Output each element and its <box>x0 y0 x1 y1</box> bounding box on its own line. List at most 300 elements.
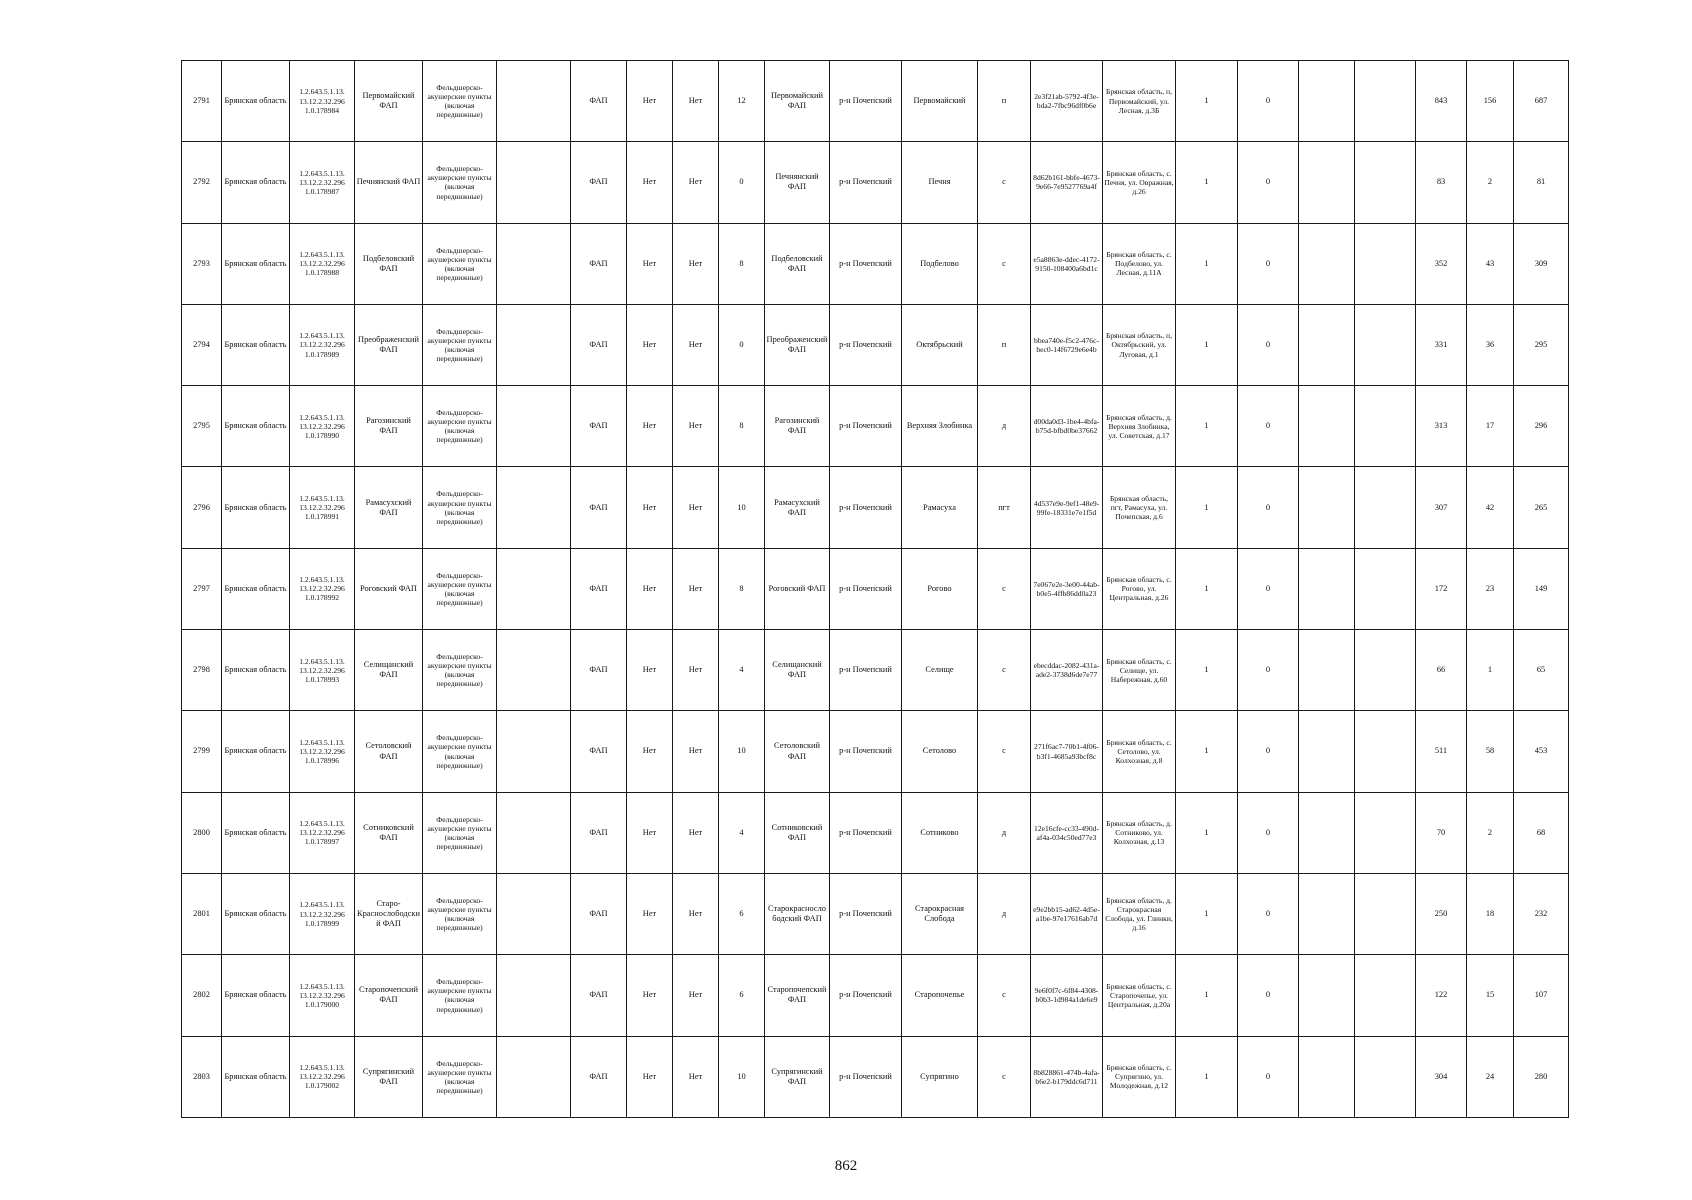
cell-empty1 <box>497 1036 571 1117</box>
cell-oid: 1.2.643.5.1.13. 13.12.2.32.296 1.0.178992 <box>290 548 355 629</box>
cell-total: 313 <box>1416 386 1467 467</box>
cell-address: Брянская область, с. Печня, ул. Овражная, д.26 <box>1103 142 1176 223</box>
cell-stype: д <box>978 873 1031 954</box>
registry-table <box>181 60 1569 1118</box>
cell-count: 6 <box>719 955 765 1036</box>
cell-empty3 <box>1355 61 1416 142</box>
cell-stype: п <box>978 61 1031 142</box>
cell-settlement: Рамасуха <box>902 467 978 548</box>
cell-adults: 68 <box>1514 792 1569 873</box>
cell-empty2 <box>1299 548 1355 629</box>
cell-count: 0 <box>719 142 765 223</box>
cell-type_short: ФАП <box>571 467 627 548</box>
table-row <box>182 711 1569 792</box>
cell-guid: 8b828861-474b-4afa-b6e2-b179ddc6d711 <box>1031 1036 1103 1117</box>
cell-total: 352 <box>1416 223 1467 304</box>
cell-empty3 <box>1355 792 1416 873</box>
cell-empty2 <box>1299 792 1355 873</box>
cell-f2: Нет <box>673 142 719 223</box>
cell-address: Брянская область, с. Рогово, ул. Центральная, д.26 <box>1103 548 1176 629</box>
cell-type: Фельдшерско-акушерские пункты (включая передвижные) <box>423 142 497 223</box>
cell-oid: 1.2.643.5.1.13. 13.12.2.32.296 1.0.178996 <box>290 711 355 792</box>
cell-district: р-н Почепский <box>830 467 902 548</box>
cell-total: 304 <box>1416 1036 1467 1117</box>
cell-adults: 295 <box>1514 304 1569 385</box>
cell-count: 0 <box>719 304 765 385</box>
cell-no: 2792 <box>182 142 222 223</box>
cell-no: 2791 <box>182 61 222 142</box>
cell-children: 36 <box>1467 304 1514 385</box>
cell-type_short: ФАП <box>571 142 627 223</box>
cell-v1: 1 <box>1176 711 1238 792</box>
cell-obj_name: Сетоловский ФАП <box>765 711 830 792</box>
cell-district: р-н Почепский <box>830 142 902 223</box>
cell-name: Старопочепский ФАП <box>355 955 423 1036</box>
cell-f2: Нет <box>673 548 719 629</box>
cell-f2: Нет <box>673 223 719 304</box>
cell-empty1 <box>497 955 571 1036</box>
cell-f1: Нет <box>627 142 673 223</box>
cell-count: 8 <box>719 548 765 629</box>
cell-f1: Нет <box>627 304 673 385</box>
cell-obj_name: Рагозинский ФАП <box>765 386 830 467</box>
cell-v1: 1 <box>1176 304 1238 385</box>
cell-type_short: ФАП <box>571 304 627 385</box>
cell-total: 83 <box>1416 142 1467 223</box>
cell-total: 250 <box>1416 873 1467 954</box>
cell-region: Брянская область <box>222 386 290 467</box>
cell-guid: e9e2bb15-ad62-4d5e-a1be-97e17616ab7d <box>1031 873 1103 954</box>
cell-v2: 0 <box>1238 955 1299 1036</box>
cell-type: Фельдшерско-акушерские пункты (включая передвижные) <box>423 792 497 873</box>
cell-total: 843 <box>1416 61 1467 142</box>
cell-settlement: Подбелово <box>902 223 978 304</box>
cell-count: 10 <box>719 1036 765 1117</box>
cell-children: 42 <box>1467 467 1514 548</box>
table-row <box>182 1036 1569 1117</box>
cell-children: 17 <box>1467 386 1514 467</box>
cell-v2: 0 <box>1238 711 1299 792</box>
table-row <box>182 467 1569 548</box>
cell-adults: 81 <box>1514 142 1569 223</box>
cell-district: р-н Почепский <box>830 792 902 873</box>
cell-count: 4 <box>719 792 765 873</box>
cell-name: Селищанский ФАП <box>355 630 423 711</box>
cell-name: Роговский ФАП <box>355 548 423 629</box>
cell-oid: 1.2.643.5.1.13. 13.12.2.32.296 1.0.178987 <box>290 142 355 223</box>
cell-settlement: Старокрасная Слобода <box>902 873 978 954</box>
cell-name: Печнянский ФАП <box>355 142 423 223</box>
cell-empty3 <box>1355 630 1416 711</box>
cell-empty3 <box>1355 386 1416 467</box>
cell-f1: Нет <box>627 630 673 711</box>
cell-no: 2797 <box>182 548 222 629</box>
cell-f2: Нет <box>673 386 719 467</box>
cell-settlement: Сотниково <box>902 792 978 873</box>
cell-v1: 1 <box>1176 630 1238 711</box>
cell-f1: Нет <box>627 873 673 954</box>
cell-name: Сетоловский ФАП <box>355 711 423 792</box>
cell-guid: d00da0d3-1be4-4bfa-b75d-bfbd0be37662 <box>1031 386 1103 467</box>
cell-oid: 1.2.643.5.1.13. 13.12.2.32.296 1.0.178991 <box>290 467 355 548</box>
cell-district: р-н Почепский <box>830 711 902 792</box>
cell-settlement: Селище <box>902 630 978 711</box>
cell-name: Супрягинский ФАП <box>355 1036 423 1117</box>
cell-empty2 <box>1299 223 1355 304</box>
cell-total: 70 <box>1416 792 1467 873</box>
cell-empty3 <box>1355 548 1416 629</box>
cell-guid: 9e6f0f7c-6f84-4308-b0b3-1d984a1de6e9 <box>1031 955 1103 1036</box>
cell-no: 2800 <box>182 792 222 873</box>
cell-v1: 1 <box>1176 548 1238 629</box>
cell-oid: 1.2.643.5.1.13. 13.12.2.32.296 1.0.178997 <box>290 792 355 873</box>
cell-total: 511 <box>1416 711 1467 792</box>
cell-v2: 0 <box>1238 1036 1299 1117</box>
cell-name: Рамасухский ФАП <box>355 467 423 548</box>
cell-type: Фельдшерско-акушерские пункты (включая передвижные) <box>423 304 497 385</box>
cell-empty3 <box>1355 304 1416 385</box>
cell-f1: Нет <box>627 711 673 792</box>
cell-empty2 <box>1299 630 1355 711</box>
cell-empty1 <box>497 548 571 629</box>
cell-settlement: Верхняя Злобинка <box>902 386 978 467</box>
cell-guid: ebecddac-2082-431a-ade2-3738d6de7e77 <box>1031 630 1103 711</box>
cell-f2: Нет <box>673 467 719 548</box>
cell-address: Брянская область, д. Старокрасная Слобода, ул. Глинки, д.16 <box>1103 873 1176 954</box>
cell-v2: 0 <box>1238 548 1299 629</box>
cell-empty1 <box>497 873 571 954</box>
cell-total: 307 <box>1416 467 1467 548</box>
cell-type: Фельдшерско-акушерские пункты (включая передвижные) <box>423 386 497 467</box>
cell-district: р-н Почепский <box>830 386 902 467</box>
cell-name: Подбеловский ФАП <box>355 223 423 304</box>
cell-district: р-н Почепский <box>830 548 902 629</box>
cell-v1: 1 <box>1176 61 1238 142</box>
cell-type: Фельдшерско-акушерские пункты (включая передвижные) <box>423 630 497 711</box>
cell-v1: 1 <box>1176 955 1238 1036</box>
cell-obj_name: Первомайский ФАП <box>765 61 830 142</box>
cell-empty2 <box>1299 711 1355 792</box>
cell-empty3 <box>1355 873 1416 954</box>
cell-obj_name: Супрягинский ФАП <box>765 1036 830 1117</box>
cell-stype: с <box>978 548 1031 629</box>
cell-name: Рагозинский ФАП <box>355 386 423 467</box>
cell-type: Фельдшерско-акушерские пункты (включая передвижные) <box>423 61 497 142</box>
cell-address: Брянская область, с. Супрягино, ул. Молодежная, д.12 <box>1103 1036 1176 1117</box>
cell-name: Преображенский ФАП <box>355 304 423 385</box>
cell-stype: д <box>978 386 1031 467</box>
cell-region: Брянская область <box>222 61 290 142</box>
cell-no: 2802 <box>182 955 222 1036</box>
cell-v2: 0 <box>1238 467 1299 548</box>
cell-children: 24 <box>1467 1036 1514 1117</box>
cell-v2: 0 <box>1238 386 1299 467</box>
cell-children: 58 <box>1467 711 1514 792</box>
cell-district: р-н Почепский <box>830 61 902 142</box>
cell-v2: 0 <box>1238 630 1299 711</box>
cell-empty2 <box>1299 304 1355 385</box>
cell-total: 122 <box>1416 955 1467 1036</box>
cell-stype: с <box>978 955 1031 1036</box>
cell-region: Брянская область <box>222 955 290 1036</box>
cell-count: 6 <box>719 873 765 954</box>
cell-address: Брянская область, п, Октябрьский, ул. Луговая, д.1 <box>1103 304 1176 385</box>
cell-address: Брянская область, с. Подбелово, ул. Лесная, д.11А <box>1103 223 1176 304</box>
cell-count: 8 <box>719 223 765 304</box>
cell-obj_name: Селищанский ФАП <box>765 630 830 711</box>
cell-region: Брянская область <box>222 223 290 304</box>
table-row <box>182 792 1569 873</box>
cell-v1: 1 <box>1176 467 1238 548</box>
table-row <box>182 873 1569 954</box>
cell-v1: 1 <box>1176 142 1238 223</box>
cell-adults: 65 <box>1514 630 1569 711</box>
cell-address: Брянская область, д. Сотниково, ул. Колхозная, д.13 <box>1103 792 1176 873</box>
cell-empty3 <box>1355 467 1416 548</box>
cell-address: Брянская область, п, Первомайский, ул. Лесная, д.3Б <box>1103 61 1176 142</box>
cell-empty2 <box>1299 1036 1355 1117</box>
cell-obj_name: Преображенский ФАП <box>765 304 830 385</box>
cell-type: Фельдшерско-акушерские пункты (включая передвижные) <box>423 955 497 1036</box>
cell-oid: 1.2.643.5.1.13. 13.12.2.32.296 1.0.178984 <box>290 61 355 142</box>
cell-oid: 1.2.643.5.1.13. 13.12.2.32.296 1.0.179002 <box>290 1036 355 1117</box>
cell-count: 10 <box>719 711 765 792</box>
cell-oid: 1.2.643.5.1.13. 13.12.2.32.296 1.0.178988 <box>290 223 355 304</box>
cell-children: 2 <box>1467 792 1514 873</box>
cell-settlement: Сетолово <box>902 711 978 792</box>
table-row <box>182 142 1569 223</box>
cell-oid: 1.2.643.5.1.13. 13.12.2.32.296 1.0.179000 <box>290 955 355 1036</box>
cell-empty1 <box>497 61 571 142</box>
cell-obj_name: Старокраснослободский ФАП <box>765 873 830 954</box>
cell-f1: Нет <box>627 955 673 1036</box>
cell-type_short: ФАП <box>571 548 627 629</box>
cell-empty1 <box>497 467 571 548</box>
cell-address: Брянская область, пгт, Рамасуха, ул. Почепская, д.6 <box>1103 467 1176 548</box>
cell-adults: 309 <box>1514 223 1569 304</box>
cell-empty1 <box>497 386 571 467</box>
cell-oid: 1.2.643.5.1.13. 13.12.2.32.296 1.0.178990 <box>290 386 355 467</box>
cell-type_short: ФАП <box>571 955 627 1036</box>
cell-f1: Нет <box>627 223 673 304</box>
cell-adults: 296 <box>1514 386 1569 467</box>
cell-children: 43 <box>1467 223 1514 304</box>
cell-f1: Нет <box>627 1036 673 1117</box>
cell-v1: 1 <box>1176 792 1238 873</box>
cell-total: 172 <box>1416 548 1467 629</box>
cell-type: Фельдшерско-акушерские пункты (включая передвижные) <box>423 711 497 792</box>
cell-settlement: Рогово <box>902 548 978 629</box>
cell-children: 15 <box>1467 955 1514 1036</box>
table-row <box>182 223 1569 304</box>
cell-v2: 0 <box>1238 61 1299 142</box>
cell-count: 10 <box>719 467 765 548</box>
cell-f2: Нет <box>673 711 719 792</box>
cell-stype: с <box>978 711 1031 792</box>
cell-obj_name: Рамасухский ФАП <box>765 467 830 548</box>
cell-type_short: ФАП <box>571 711 627 792</box>
page-number: 862 <box>834 1158 858 1174</box>
cell-oid: 1.2.643.5.1.13. 13.12.2.32.296 1.0.178989 <box>290 304 355 385</box>
cell-adults: 149 <box>1514 548 1569 629</box>
cell-guid: e5a8863e-ddec-4172-9150-108400a6bd1c <box>1031 223 1103 304</box>
cell-stype: с <box>978 223 1031 304</box>
cell-stype: с <box>978 1036 1031 1117</box>
cell-obj_name: Сотниковский ФАП <box>765 792 830 873</box>
cell-no: 2793 <box>182 223 222 304</box>
cell-obj_name: Печнянский ФАП <box>765 142 830 223</box>
cell-no: 2799 <box>182 711 222 792</box>
cell-stype: с <box>978 630 1031 711</box>
cell-empty2 <box>1299 467 1355 548</box>
cell-address: Брянская область, с. Селище, ул. Набережная, д.60 <box>1103 630 1176 711</box>
cell-type_short: ФАП <box>571 792 627 873</box>
cell-children: 2 <box>1467 142 1514 223</box>
cell-settlement: Супрягино <box>902 1036 978 1117</box>
cell-empty1 <box>497 792 571 873</box>
cell-count: 4 <box>719 630 765 711</box>
cell-f2: Нет <box>673 1036 719 1117</box>
cell-stype: п <box>978 304 1031 385</box>
cell-empty2 <box>1299 873 1355 954</box>
cell-children: 1 <box>1467 630 1514 711</box>
cell-v1: 1 <box>1176 223 1238 304</box>
cell-district: р-н Почепский <box>830 955 902 1036</box>
cell-guid: 271f6ac7-70b1-4f06-b3f1-4685a93bcf8c <box>1031 711 1103 792</box>
cell-empty3 <box>1355 955 1416 1036</box>
cell-stype: с <box>978 142 1031 223</box>
cell-type: Фельдшерско-акушерские пункты (включая передвижные) <box>423 467 497 548</box>
cell-type: Фельдшерско-акушерские пункты (включая передвижные) <box>423 873 497 954</box>
cell-type: Фельдшерско-акушерские пункты (включая передвижные) <box>423 223 497 304</box>
cell-count: 12 <box>719 61 765 142</box>
cell-name: Сотниковский ФАП <box>355 792 423 873</box>
cell-f2: Нет <box>673 304 719 385</box>
cell-empty3 <box>1355 142 1416 223</box>
cell-f1: Нет <box>627 792 673 873</box>
cell-district: р-н Почепский <box>830 873 902 954</box>
cell-empty3 <box>1355 1036 1416 1117</box>
cell-adults: 107 <box>1514 955 1569 1036</box>
cell-district: р-н Почепский <box>830 630 902 711</box>
cell-guid: 12e16cfe-cc33-490d-af4a-034c50ed77e3 <box>1031 792 1103 873</box>
cell-district: р-н Почепский <box>830 223 902 304</box>
cell-empty1 <box>497 223 571 304</box>
registry-body <box>182 61 1569 1118</box>
cell-region: Брянская область <box>222 142 290 223</box>
cell-v2: 0 <box>1238 792 1299 873</box>
table-row <box>182 386 1569 467</box>
cell-count: 8 <box>719 386 765 467</box>
table-row <box>182 955 1569 1036</box>
cell-no: 2798 <box>182 630 222 711</box>
cell-v2: 0 <box>1238 142 1299 223</box>
cell-empty3 <box>1355 223 1416 304</box>
cell-empty1 <box>497 711 571 792</box>
cell-adults: 232 <box>1514 873 1569 954</box>
cell-no: 2801 <box>182 873 222 954</box>
cell-name: Старо-Краснослободский ФАП <box>355 873 423 954</box>
cell-region: Брянская область <box>222 548 290 629</box>
cell-empty1 <box>497 304 571 385</box>
cell-no: 2794 <box>182 304 222 385</box>
cell-empty2 <box>1299 142 1355 223</box>
cell-region: Брянская область <box>222 630 290 711</box>
cell-f1: Нет <box>627 548 673 629</box>
cell-f2: Нет <box>673 630 719 711</box>
cell-obj_name: Подбеловский ФАП <box>765 223 830 304</box>
cell-v2: 0 <box>1238 304 1299 385</box>
cell-guid: 7e067e2e-3e00-44ab-b0e5-4ffb86dd0a23 <box>1031 548 1103 629</box>
cell-settlement: Первомайский <box>902 61 978 142</box>
cell-oid: 1.2.643.5.1.13. 13.12.2.32.296 1.0.178993 <box>290 630 355 711</box>
cell-name: Первомайский ФАП <box>355 61 423 142</box>
cell-guid: 2e3f21ab-5792-4f3e-bda2-7fbc96df0b6e <box>1031 61 1103 142</box>
cell-v2: 0 <box>1238 873 1299 954</box>
cell-f2: Нет <box>673 873 719 954</box>
cell-children: 156 <box>1467 61 1514 142</box>
cell-obj_name: Роговский ФАП <box>765 548 830 629</box>
cell-stype: д <box>978 792 1031 873</box>
cell-f1: Нет <box>627 467 673 548</box>
cell-region: Брянская область <box>222 711 290 792</box>
cell-empty3 <box>1355 711 1416 792</box>
cell-region: Брянская область <box>222 1036 290 1117</box>
cell-no: 2796 <box>182 467 222 548</box>
cell-f2: Нет <box>673 61 719 142</box>
cell-obj_name: Старопочепский ФАП <box>765 955 830 1036</box>
cell-type_short: ФАП <box>571 630 627 711</box>
cell-type: Фельдшерско-акушерские пункты (включая передвижные) <box>423 548 497 629</box>
table-row <box>182 548 1569 629</box>
cell-no: 2803 <box>182 1036 222 1117</box>
cell-total: 331 <box>1416 304 1467 385</box>
cell-guid: 4d537e9e-9ef1-48e9-99fe-18331e7e1f5d <box>1031 467 1103 548</box>
cell-f2: Нет <box>673 955 719 1036</box>
cell-region: Брянская область <box>222 792 290 873</box>
cell-region: Брянская область <box>222 304 290 385</box>
cell-no: 2795 <box>182 386 222 467</box>
cell-v1: 1 <box>1176 1036 1238 1117</box>
cell-children: 23 <box>1467 548 1514 629</box>
cell-adults: 453 <box>1514 711 1569 792</box>
table-row <box>182 61 1569 142</box>
cell-empty1 <box>497 630 571 711</box>
cell-guid: 8d62b161-bbfe-4673-9e66-7e9527769a4f <box>1031 142 1103 223</box>
cell-region: Брянская область <box>222 873 290 954</box>
cell-type_short: ФАП <box>571 1036 627 1117</box>
cell-address: Брянская область, с. Старопочепье, ул. Центральная, д.20а <box>1103 955 1176 1036</box>
cell-address: Брянская область, д. Верхняя Злобинка, ул. Советская, д.17 <box>1103 386 1176 467</box>
cell-v2: 0 <box>1238 223 1299 304</box>
cell-adults: 280 <box>1514 1036 1569 1117</box>
cell-children: 18 <box>1467 873 1514 954</box>
cell-oid: 1.2.643.5.1.13. 13.12.2.32.296 1.0.178999 <box>290 873 355 954</box>
cell-type_short: ФАП <box>571 386 627 467</box>
cell-address: Брянская область, с. Сетолово, ул. Колхозная, д.8 <box>1103 711 1176 792</box>
cell-empty2 <box>1299 955 1355 1036</box>
cell-stype: пгт <box>978 467 1031 548</box>
cell-empty2 <box>1299 61 1355 142</box>
cell-empty2 <box>1299 386 1355 467</box>
cell-adults: 265 <box>1514 467 1569 548</box>
cell-type: Фельдшерско-акушерские пункты (включая передвижные) <box>423 1036 497 1117</box>
cell-settlement: Октябрьский <box>902 304 978 385</box>
cell-type_short: ФАП <box>571 223 627 304</box>
cell-f1: Нет <box>627 61 673 142</box>
cell-adults: 687 <box>1514 61 1569 142</box>
cell-guid: bbea740e-f5c2-476c-bec0-14f6729e6e4b <box>1031 304 1103 385</box>
